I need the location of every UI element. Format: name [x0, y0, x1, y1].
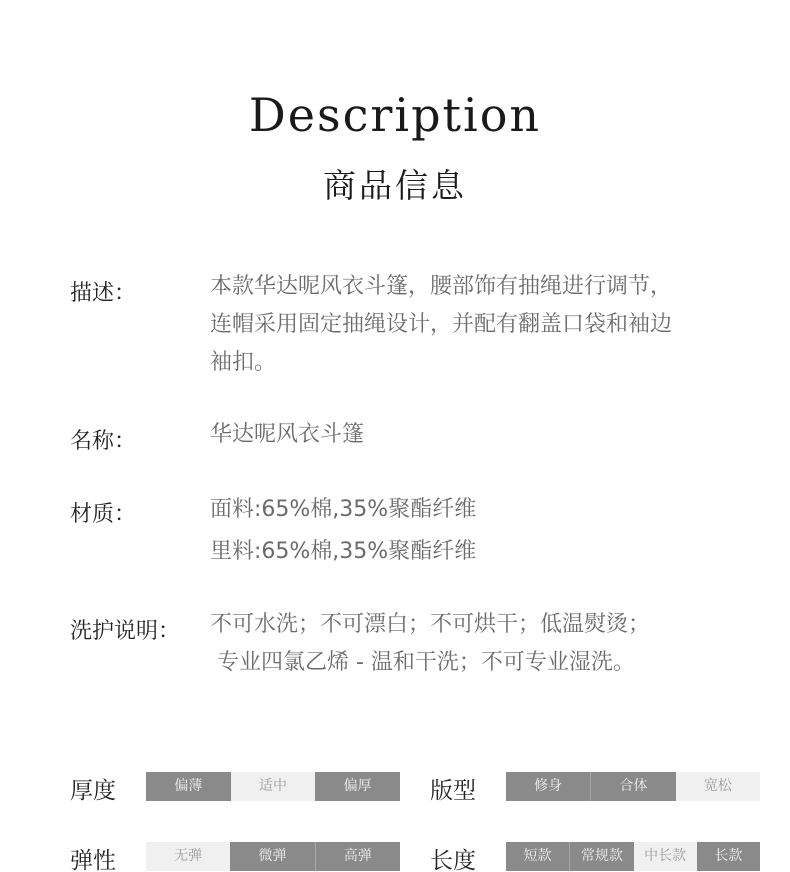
page-title-chinese: 商品信息 — [323, 166, 467, 205]
length-scale — [506, 842, 760, 871]
elasticity-scale — [146, 842, 400, 871]
fit-option: 合体 — [590, 772, 675, 801]
material-value — [210, 489, 750, 573]
description-value — [210, 268, 750, 382]
care-value — [210, 606, 750, 682]
fit-option: 修身 — [506, 772, 590, 801]
elasticity-option: 高弹 — [315, 842, 400, 871]
fit-label: 版型 — [430, 778, 476, 804]
page-title-english: Description — [248, 88, 542, 142]
length-option: 长款 — [697, 842, 760, 871]
fit-option: 宽松 — [676, 772, 760, 801]
thickness-label: 厚度 — [70, 778, 116, 804]
thickness-option: 偏厚 — [315, 772, 400, 801]
thickness-option: 适中 — [231, 772, 316, 801]
thickness-scale — [146, 772, 400, 801]
length-option: 中长款 — [634, 842, 697, 871]
length-option: 常规款 — [569, 842, 633, 871]
care-line: 专业四氯乙烯 - 温和干洗；不可专业湿洗。 — [210, 650, 635, 675]
thickness-option: 偏薄 — [146, 772, 231, 801]
material-line: 面料:65%棉,35%聚酯纤维 — [210, 497, 477, 522]
material-line: 里料:65%棉,35%聚酯纤维 — [210, 539, 477, 564]
description-label: 描述： — [70, 281, 137, 306]
elasticity-option: 无弹 — [146, 842, 230, 871]
name-label: 名称： — [70, 429, 137, 454]
material-label: 材质： — [70, 502, 137, 527]
care-line: 不可水洗；不可漂白；不可烘干；低温熨烫； — [210, 612, 651, 637]
name-value — [210, 416, 750, 454]
length-label: 长度 — [430, 848, 476, 872]
fit-scale — [506, 772, 760, 801]
description-line: 本款华达呢风衣斗篷，腰部饰有抽绳进行调节， — [210, 274, 673, 299]
elasticity-label: 弹性 — [70, 848, 116, 872]
name-line: 华达呢风衣斗篷 — [210, 422, 365, 447]
length-option: 短款 — [506, 842, 569, 871]
description-line: 连帽采用固定抽绳设计，并配有翻盖口袋和袖边 — [210, 312, 673, 337]
elasticity-option: 微弹 — [230, 842, 314, 871]
care-label: 洗护说明： — [70, 619, 181, 644]
description-line: 袖扣。 — [210, 350, 277, 375]
